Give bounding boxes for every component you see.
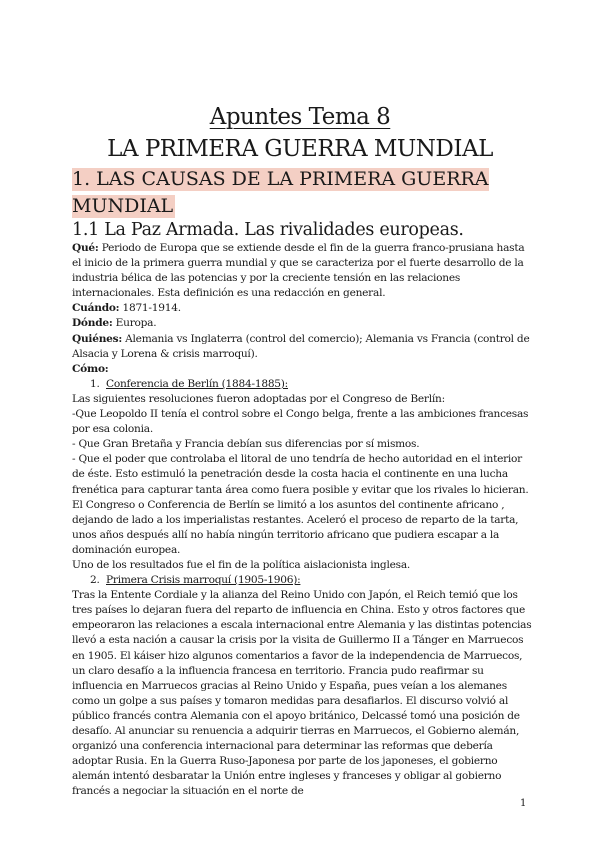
paragraph: -Que Leopoldo II tenía el control sobre el Congo belga, frente a las ambiciones francesas por esa colonia. xyxy=(72,408,529,436)
list-item xyxy=(72,573,532,588)
section-heading xyxy=(72,166,527,220)
que-text: Periodo de Europa que se extiende desde el fin de la guerra franco-prusiana hasta el inicio de la primera guerra mundial y que se caracteriza por el fuerte desarrollo de la industria bélica de las potencias y por la creciente tensión en las relaciones internacionales. Esta definición es una redacción en general. xyxy=(72,242,525,300)
que-label: Qué: xyxy=(72,242,99,254)
paragraph: Tras la Entente Cordiale y la alianza del Reino Unido con Japón, el Reich temió que los tres países lo dejaran fuera del reparto de influencia en China. Esto y otros factores que empeoraron las relaciones a escala internacional entre Alemania y las distintas potencias llevó a esta nación a causar la crisis por la visita de Guillermo II a Tánger en Marruecos en 1905. El káiser hizo algunos comentarios a favor de la independencia de Marruecos, un claro desafío a la influencia francesa en territorio. Francia pudo reafirmar su influencia en Marruecos gracias al Reino Unido y España, pues veían a los alemanes como un golpe a sus países y tomaron medidas para desafiarlos. El discurso volvió al público francés contra Alemania con el apoyo británico, Delcassé tomó una posición de desafío. Al anunciar su renuencia a adquirir tierras en Marruecos, el Gobierno alemán, organizó una conferencia internacional para determinar las reformas que debería adoptar Rusia. En la Guerra Ruso-Japonesa por parte de los japoneses, el gobierno alemán intentó desbaratar la Unión entre ingleses y franceses y obligar al gobierno francés a negociar la situación en el norte de xyxy=(72,589,532,798)
list-item-title: Conferencia de Berlín (1884-1885): xyxy=(106,377,288,390)
page-number: 1 xyxy=(520,798,527,809)
donde-label: Dónde: xyxy=(72,317,113,330)
paragraph: El Congreso o Conferencia de Berlín se limitó a los asuntos del continente africano , dejando de lado a los imperialistas restantes. Aceleró el proceso de reparto de la tarta, unos años después allí no había ningún territorio africano que pudiera escapar a la dominación europea. xyxy=(72,498,519,556)
quienes-label: Quiénes: xyxy=(72,332,123,345)
document-body xyxy=(72,241,532,799)
list-item-number: 1. xyxy=(90,377,100,390)
list-item-title: Primera Crisis marroquí (1905-1906): xyxy=(106,574,301,587)
subsection-heading: 1.1 La Paz Armada. Las rivalidades europeas. xyxy=(72,220,464,240)
document-subtitle: LA PRIMERA GUERRA MUNDIAL xyxy=(107,136,493,162)
quienes-paragraph xyxy=(72,332,532,362)
list-item-number: 2. xyxy=(90,574,100,587)
section-heading-text: 1. LAS CAUSAS DE LA PRIMERA GUERRA MUNDIAL xyxy=(72,168,489,217)
cuando-label: Cuándo: xyxy=(72,302,120,315)
list-item xyxy=(72,377,532,392)
donde-paragraph xyxy=(72,316,532,331)
donde-text: Europa. xyxy=(112,317,157,330)
paragraph: Las siguientes resoluciones fueron adoptadas por el Congreso de Berlín: xyxy=(72,392,445,405)
que-paragraph xyxy=(72,241,532,301)
document-title: Apuntes Tema 8 xyxy=(209,104,391,130)
paragraph: - Que el poder que controlaba el litoral de uno tendría de hecho autoridad en el interior de éste. Esto estimuló la penetración desde la costa hacia el continente en una lucha frenética para capturar tanta área como fuera posible y evitar que los rivales lo hicieran. xyxy=(72,453,529,496)
paragraph: Uno de los resultados fue el fin de la política aislacionista inglesa. xyxy=(72,558,410,571)
como-paragraph xyxy=(72,362,532,377)
cuando-paragraph xyxy=(72,301,532,316)
paragraph: - Que Gran Bretaña y Francia debían sus diferencias por sí mismos. xyxy=(72,438,420,451)
como-label: Cómo: xyxy=(72,362,109,375)
quienes-text: Alemania vs Inglaterra (control del comercio); Alemania vs Francia (control de Alsacia y Lorena & crisis marroquí). xyxy=(72,332,530,360)
cuando-text: 1871-1914. xyxy=(119,302,181,315)
